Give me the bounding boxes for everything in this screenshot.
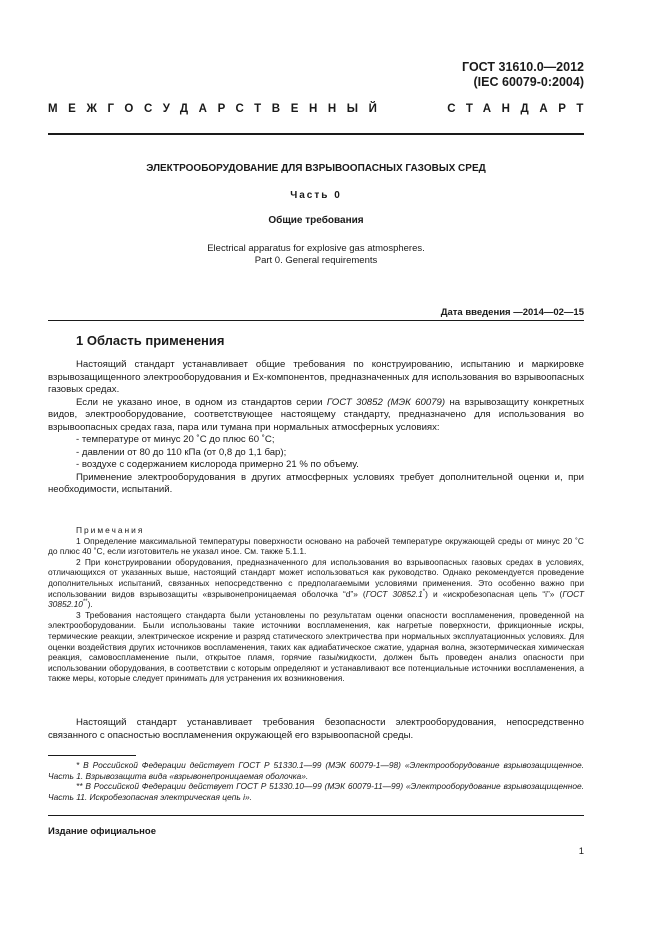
- paragraph-1: Настоящий стандарт устанавливает общие требования по конструированию, испытанию и маркировке взрывозащищенного электрооборудования и Ex-компонентов, предназначенных для использования во взрывоопасных газовых средах.: [48, 359, 584, 395]
- note-2: [48, 557, 584, 610]
- introduction-date: Дата введения —2014—02—15: [440, 307, 584, 318]
- english-title: [48, 243, 584, 267]
- page-number: 1: [578, 846, 584, 857]
- banner-interstate: МЕЖГОСУДАРСТВЕННЫЙ: [48, 103, 388, 115]
- list-item: - воздухе с содержанием кислорода примерно 21 % по объему.: [76, 459, 359, 470]
- note-2-text: ).: [87, 599, 93, 610]
- list-item: - давлении от 80 до 110 кПа (от 0,8 до 1,1 бар);: [76, 446, 287, 458]
- note-2-text: 2 При конструировании оборудования, предназначенного для использования во взрывоопасных газовых средах в условиях, отличающихся от указанных выше, настоящий стандарт может использоваться как руководство. Однако рекомендуется проведение дополнительных испытаний, связанных непосредственно с предполагаемыми условиями применения. Это особенно важно при использовании видов взрывозащиты «взрывонепроницаемая оболочка “d”» (: [48, 556, 584, 599]
- document-title: ЭЛЕКТРООБОРУДОВАНИЕ ДЛЯ ВЗРЫВООПАСНЫХ ГАЗОВЫХ СРЕД: [146, 163, 486, 174]
- footnote-mark-2: **: [82, 599, 88, 606]
- standard-code-gost: ГОСТ 31610.0—2012: [462, 60, 584, 74]
- official-edition: Издание официальное: [48, 826, 156, 837]
- paragraph-3: Применение электрооборудования в других атмосферных условиях требует дополнительной оценки и, при необходимости, испытаний.: [48, 471, 584, 495]
- footnote-rule: [48, 755, 136, 756]
- note-2-reference-1: ГОСТ 30852.1: [365, 588, 423, 599]
- section-body-end: [48, 717, 584, 742]
- note-2-text: ) и «искробезопасная цепь “i”» (: [425, 588, 563, 599]
- banner-rule: [48, 133, 584, 135]
- list-item: - температуре от минус 20 ˚С до плюс 60 ˚С;: [76, 434, 275, 445]
- series-reference: ГОСТ 30852 (МЭК 60079): [326, 396, 446, 408]
- note-1: 1 Определение максимальной температуры поверхности основано на рабочей температуре окружающей среды от минус 20 ˚С до плюс 40 ˚С, если изготовитель не указал иное. См. также 5.1.1.: [48, 535, 584, 557]
- date-rule: [48, 320, 584, 321]
- english-title-line2: Part 0. General requirements: [254, 255, 378, 266]
- english-title-line1: Electrical apparatus for explosive gas atmospheres.: [207, 243, 425, 254]
- standard-code-iec: (IEC 60079-0:2004): [473, 75, 584, 89]
- footnote-mark-1: *: [422, 588, 426, 595]
- section-heading: 1 Область применения: [76, 333, 225, 348]
- standard-banner: [48, 103, 594, 119]
- paragraph-2-end: на взрывозащиту конкретных видов, электрооборудование, соответствующее настоящему стандарту, предназначено для использования во взрывоопасных средах газа, пара или тумана при нормальных атмосферных условиях:: [48, 396, 584, 433]
- footnotes: [48, 760, 584, 802]
- notes-block: [48, 525, 584, 684]
- paragraph-2: [48, 397, 584, 435]
- part-title: Часть 0: [290, 190, 342, 201]
- note-3: 3 Требования настоящего стандарта были установлены по результатам оценки опасности воспламенения, проведенной на электрооборудовании. Были использованы такие источники воспламенения, как нагретые поверхности, фрикционные искры, термические реакции, электрическое искрение и разряд статического электричества при нормальных эксплуатационных условиях. Для оценки воздействия других источников воспламенения, таких как адиабатическое сжатие, ударная волна, экзотермическая химическая реакция, самовоспламенение пыли, открытое пламя, горячие газы/жидкости, должен быть проведен анализ опасности при использовании оборудования, в соответствии с которым определяют и устанавливают все потенциальные источники воспламенения, а также меры, которые следует принимать для устранения их возникновения.: [48, 609, 584, 684]
- notes-header: Примечания: [76, 525, 145, 535]
- standard-code: [462, 60, 584, 90]
- footnote-1: * В Российской Федерации действует ГОСТ Р 51330.1—99 (МЭК 60079-1—98) «Электрооборудование взрывозащищенное. Часть 1. Взрывозащита вида «взрывонепроницаемая оболочка».: [48, 760, 584, 781]
- section-body: [48, 359, 584, 497]
- paragraph-4: Настоящий стандарт устанавливает требования безопасности электрооборудования, непосредственно связанного с опасностью воспламенения окружающей его взрывоопасной среды.: [48, 717, 584, 741]
- footer-rule: [48, 815, 584, 816]
- footnote-2: ** В Российской Федерации действует ГОСТ Р 51330.10—99 (МЭК 60079-11—99) «Электрооборудование взрывозащищенное. Часть 11. Искробезопасная электрическая цепь i».: [48, 781, 584, 802]
- paragraph-2-start: Если не указано иное, в одном из стандартов серии: [76, 396, 327, 408]
- document-subtitle: Общие требования: [268, 215, 364, 226]
- banner-standard: СТАНДАРТ: [447, 103, 594, 115]
- note-2-reference-2: ГОСТ 30852.10: [48, 588, 584, 610]
